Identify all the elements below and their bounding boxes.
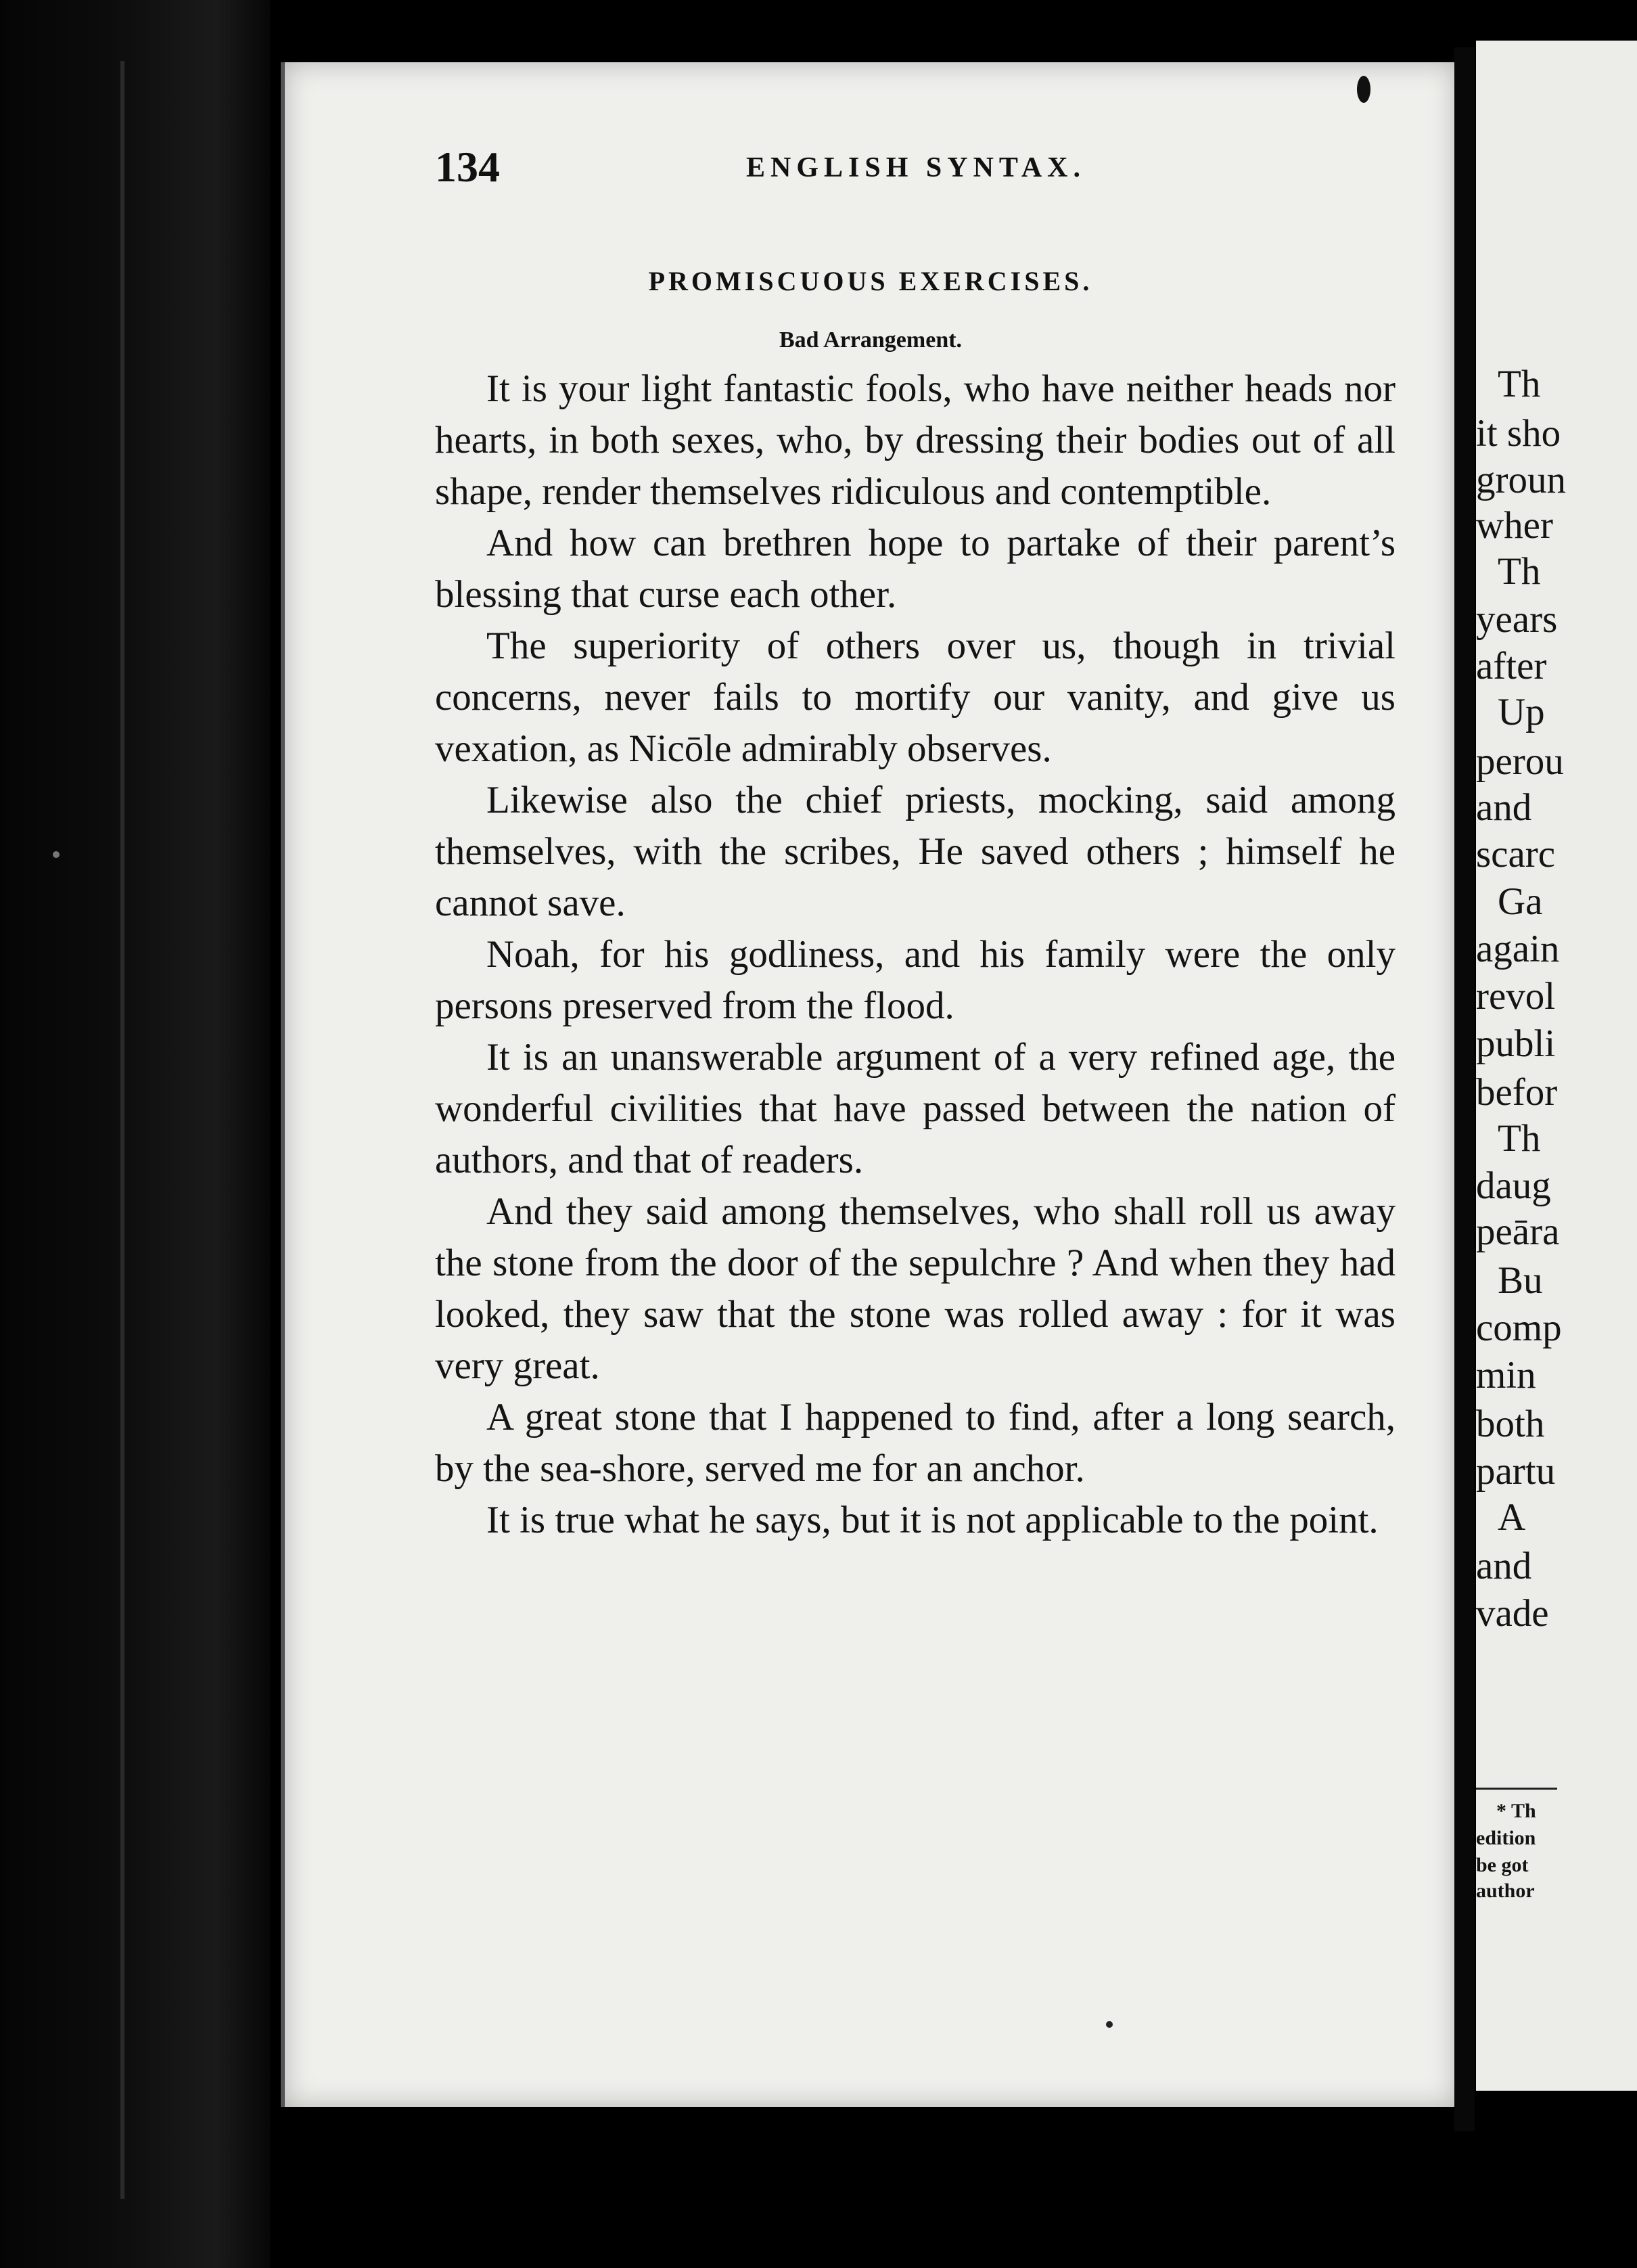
- subheading: Bad Arrangement.: [779, 327, 963, 353]
- facing-page-line: Th: [1498, 363, 1541, 405]
- facing-page-line: again: [1476, 928, 1560, 970]
- facing-page-line: years: [1476, 598, 1558, 641]
- facing-page-line: scarc: [1476, 833, 1556, 876]
- paragraph: And they said among themselves, who shall roll us away the stone from the door of the sepulchre ? And when they had looked, they saw that the stone was rolled away : for it was very great.: [435, 1190, 1396, 1387]
- facing-page-line: A: [1498, 1496, 1526, 1539]
- facing-page-line: Bu: [1498, 1259, 1543, 1302]
- scan-left-margin: [0, 0, 271, 2268]
- facing-page-line: Ga: [1498, 880, 1543, 923]
- facing-page-line: publi: [1476, 1022, 1556, 1065]
- facing-page-footnote-line: * Th: [1496, 1800, 1536, 1822]
- page-number: 134: [435, 143, 500, 191]
- facing-page-line: perou: [1476, 740, 1564, 783]
- paragraph: It is true what he says, but it is not applicable to the point.: [486, 1499, 1379, 1541]
- book-page: [281, 62, 1456, 2107]
- facing-page-line: wher: [1476, 504, 1553, 547]
- section-title: PROMISCUOUS EXERCISES.: [648, 266, 1093, 296]
- paragraph: The superiority of others over us, though in trivial concerns, never fails to mortify our vanity, and give us vexation, as Nicōle admirably observes.: [435, 625, 1396, 770]
- facing-page-line: Th: [1498, 550, 1541, 593]
- facing-page-line: vade: [1476, 1592, 1549, 1635]
- binding-shadow: [120, 61, 124, 2199]
- gutter: [1454, 47, 1475, 2131]
- facing-page-footnote-line: edition: [1476, 1827, 1536, 1849]
- paragraph: A great stone that I happened to find, after a long search, by the sea-shore, served me for an anchor.: [435, 1396, 1396, 1490]
- facing-page-line: Th: [1498, 1117, 1541, 1160]
- facing-page-footnote-line: author: [1476, 1880, 1535, 1902]
- paragraph: Likewise also the chief priests, mocking, said among themselves, with the scribes, He saved others ; himself he cannot save.: [435, 779, 1396, 924]
- facing-page-line: both: [1476, 1403, 1545, 1445]
- paragraph: It is an unanswerable argument of a very refined age, the wonderful civilities that have passed between the nation of authors, and that of readers.: [435, 1036, 1396, 1181]
- page-header: [435, 142, 1368, 203]
- stray-mark: [1106, 2021, 1113, 2028]
- exercise-text: [435, 363, 1396, 1546]
- facing-page-line: comp: [1476, 1307, 1562, 1349]
- facing-page-line: partu: [1476, 1450, 1556, 1493]
- facing-page-line: befor: [1476, 1071, 1558, 1114]
- facing-page-footnote-line: be got: [1476, 1854, 1529, 1876]
- facing-page-line: daug: [1476, 1164, 1551, 1207]
- footnote-rule: [1476, 1788, 1557, 1790]
- facing-page-line: revol: [1476, 975, 1556, 1018]
- facing-page-line: and: [1476, 1545, 1532, 1587]
- facing-page-line: it sho: [1476, 412, 1561, 455]
- paragraph: Noah, for his godliness, and his family were the only persons preserved from the flood.: [435, 933, 1396, 1027]
- running-title: ENGLISH SYNTAX.: [746, 152, 1086, 183]
- facing-page-line: groun: [1476, 459, 1566, 501]
- facing-page-line: after: [1476, 645, 1547, 687]
- paragraph: It is your light fantastic fools, who have neither heads nor hearts, in both sexes, who, by dressing their bodies out of all shape, render themselves ridiculous and contemptible.: [435, 367, 1396, 513]
- facing-page-line: peāra: [1476, 1210, 1560, 1253]
- facing-page-line: min: [1476, 1354, 1536, 1397]
- ink-smudge: [1357, 76, 1370, 103]
- paragraph: And how can brethren hope to partake of their parent’s blessing that curse each other.: [435, 522, 1396, 616]
- facing-page-line: Up: [1498, 691, 1545, 733]
- facing-page-line: and: [1476, 786, 1532, 829]
- facing-page: [1476, 41, 1637, 2091]
- stray-mark: [53, 851, 60, 858]
